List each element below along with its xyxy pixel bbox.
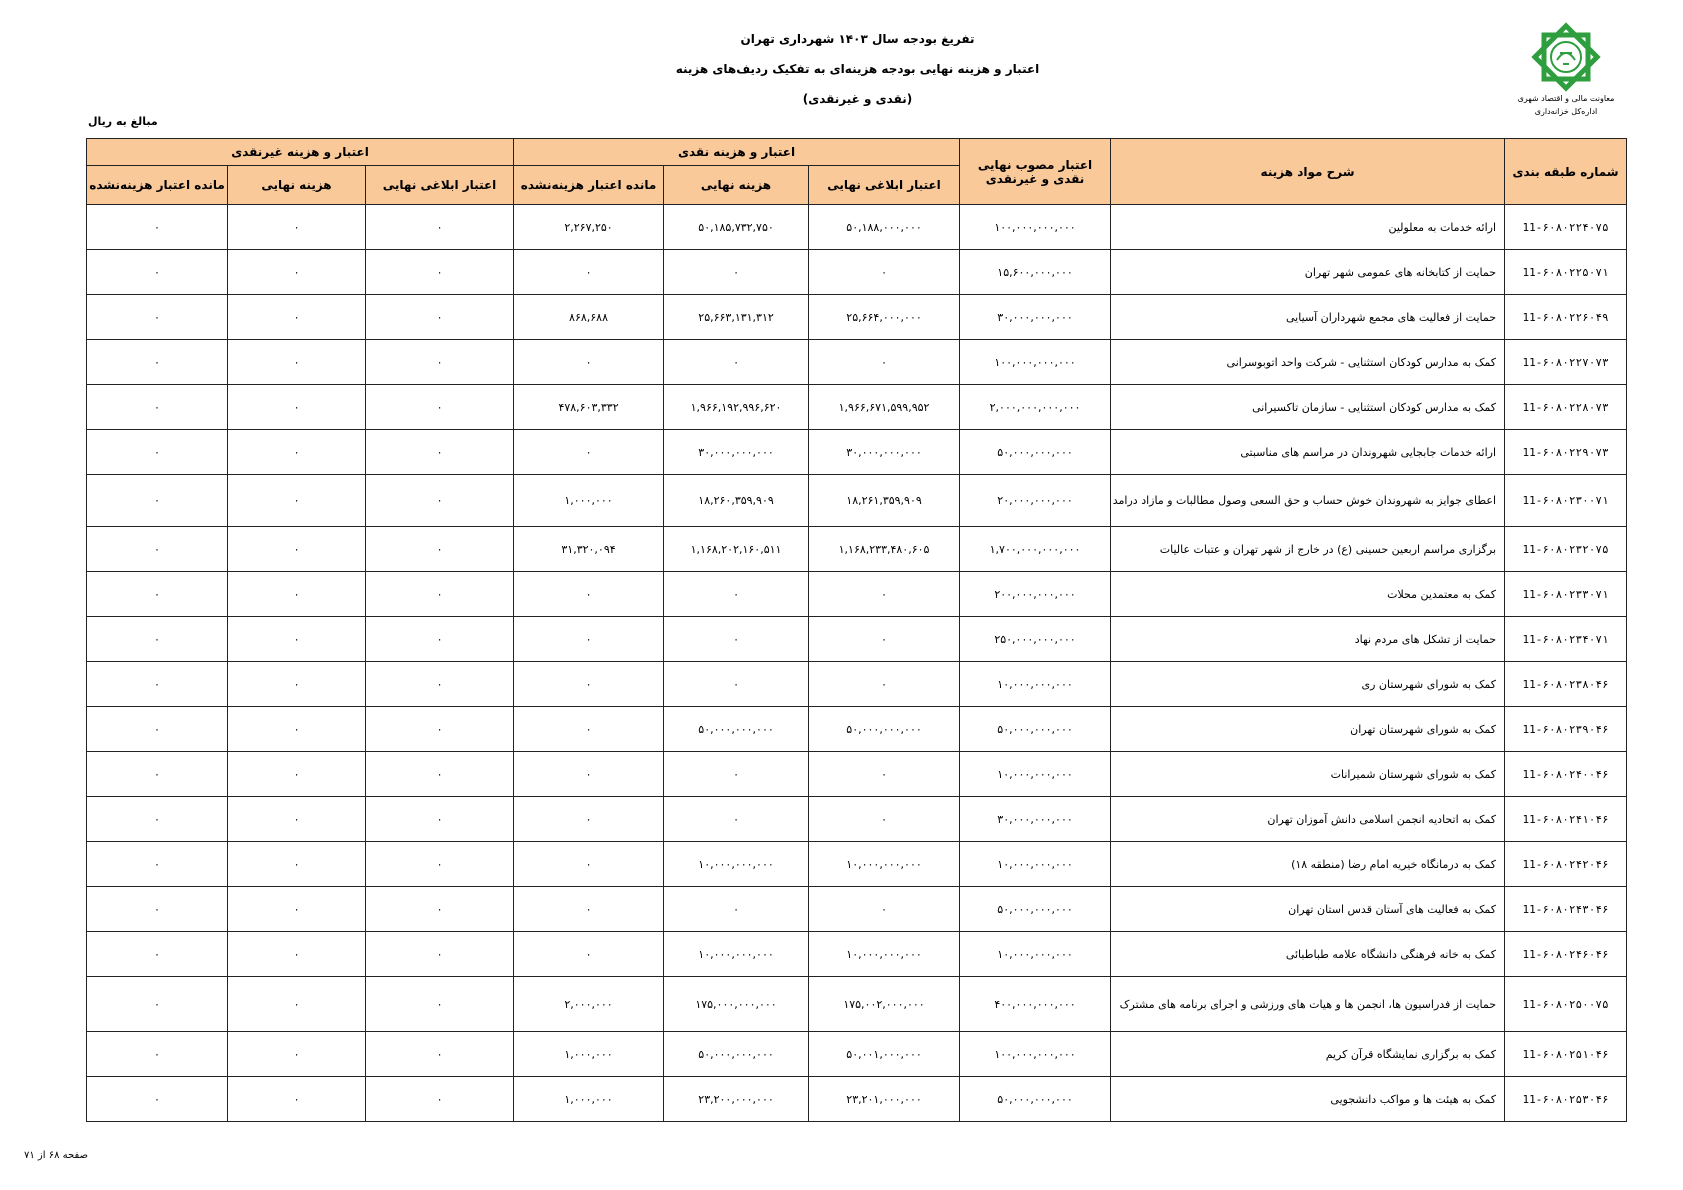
table-row <box>87 797 1627 842</box>
page-number: صفحه ۶۸ از ۷۱ <box>24 1150 89 1161</box>
cell-cash-expense: ۵۰,۱۸۵,۷۳۲,۷۵۰ <box>664 205 809 250</box>
cell-code: 11-۶۰۸۰۲۴۲۰۴۶ <box>1505 842 1627 887</box>
cell-noncash-notified: ۰ <box>366 797 514 842</box>
cell-approved: ۵۰,۰۰۰,۰۰۰,۰۰۰ <box>960 430 1111 475</box>
cell-noncash-notified: ۰ <box>366 527 514 572</box>
cell-description: اعطای جوایز به شهروندان خوش حساب و حق السعی وصول مطالبات و مازاد درامد <box>1111 475 1505 527</box>
cell-description: کمک به خانه فرهنگی دانشگاه علامه طباطبائی <box>1111 932 1505 977</box>
cell-cash-notified: ۲۵,۶۶۴,۰۰۰,۰۰۰ <box>809 295 960 340</box>
cell-cash-notified: ۰ <box>809 617 960 662</box>
cell-code: 11-۶۰۸۰۲۳۲۰۷۵ <box>1505 527 1627 572</box>
cell-noncash-remaining: ۰ <box>87 527 228 572</box>
cell-approved: ۱,۷۰۰,۰۰۰,۰۰۰,۰۰۰ <box>960 527 1111 572</box>
col-group-noncash: اعتبار و هزینه غیرنقدی <box>87 139 514 166</box>
logo-caption-line2: اداره‌کل خزانه‌داری <box>1534 107 1598 116</box>
cell-cash-remaining: ۱,۰۰۰,۰۰۰ <box>514 1077 664 1122</box>
cell-noncash-expense: ۰ <box>228 250 366 295</box>
table-row <box>87 1077 1627 1122</box>
table-row <box>87 932 1627 977</box>
cell-cash-remaining: ۰ <box>514 887 664 932</box>
table-row <box>87 205 1627 250</box>
table-row <box>87 385 1627 430</box>
cell-cash-remaining: ۲,۰۰۰,۰۰۰ <box>514 977 664 1032</box>
cell-noncash-expense: ۰ <box>228 662 366 707</box>
cell-noncash-remaining: ۰ <box>87 475 228 527</box>
cell-code: 11-۶۰۸۰۲۴۳۰۴۶ <box>1505 887 1627 932</box>
cell-cash-remaining: ۰ <box>514 842 664 887</box>
cell-noncash-notified: ۰ <box>366 385 514 430</box>
cell-cash-remaining: ۲,۲۶۷,۲۵۰ <box>514 205 664 250</box>
cell-cash-remaining: ۰ <box>514 250 664 295</box>
cell-approved: ۱۰,۰۰۰,۰۰۰,۰۰۰ <box>960 662 1111 707</box>
cell-noncash-remaining: ۰ <box>87 662 228 707</box>
table-row <box>87 475 1627 527</box>
cell-cash-expense: ۳۰,۰۰۰,۰۰۰,۰۰۰ <box>664 430 809 475</box>
cell-cash-notified: ۰ <box>809 887 960 932</box>
table-row <box>87 842 1627 887</box>
cell-noncash-remaining: ۰ <box>87 295 228 340</box>
document-subtitle: اعتبار و هزینه نهایی بودجه هزینه‌ای به تفکیک ردیف‌های هزینه <box>675 62 1040 76</box>
table-row <box>87 752 1627 797</box>
cell-cash-expense: ۰ <box>664 617 809 662</box>
cell-noncash-notified: ۰ <box>366 887 514 932</box>
cell-code: 11-۶۰۸۰۲۲۴۰۷۵ <box>1505 205 1627 250</box>
cell-cash-remaining: ۸۶۸,۶۸۸ <box>514 295 664 340</box>
cell-description: کمک به مدارس کودکان استثنایی - شرکت واحد اتوبوسرانی <box>1111 340 1505 385</box>
cell-cash-remaining: ۰ <box>514 340 664 385</box>
cell-description: کمک به درمانگاه خیریه امام رضا (منطقه ۱۸) <box>1111 842 1505 887</box>
cell-approved: ۱۰۰,۰۰۰,۰۰۰,۰۰۰ <box>960 340 1111 385</box>
cell-noncash-expense: ۰ <box>228 385 366 430</box>
cell-cash-expense: ۰ <box>664 340 809 385</box>
cell-cash-remaining: ۰ <box>514 707 664 752</box>
cell-noncash-expense: ۰ <box>228 295 366 340</box>
cell-cash-notified: ۱۰,۰۰۰,۰۰۰,۰۰۰ <box>809 932 960 977</box>
cell-cash-expense: ۱۰,۰۰۰,۰۰۰,۰۰۰ <box>664 842 809 887</box>
cell-cash-remaining: ۱,۰۰۰,۰۰۰ <box>514 1032 664 1077</box>
currency-unit-label: مبالغ به ریال <box>88 115 158 128</box>
cell-approved: ۲۰,۰۰۰,۰۰۰,۰۰۰ <box>960 475 1111 527</box>
table-row <box>87 340 1627 385</box>
cell-code: 11-۶۰۸۰۲۵۳۰۴۶ <box>1505 1077 1627 1122</box>
cell-cash-expense: ۱۰,۰۰۰,۰۰۰,۰۰۰ <box>664 932 809 977</box>
cell-noncash-notified: ۰ <box>366 842 514 887</box>
cell-description: کمک به اتحادیه انجمن اسلامی دانش آموزان تهران <box>1111 797 1505 842</box>
cell-noncash-expense: ۰ <box>228 842 366 887</box>
cell-noncash-expense: ۰ <box>228 475 366 527</box>
cell-noncash-remaining: ۰ <box>87 797 228 842</box>
cell-description: برگزاری مراسم اربعین حسینی (ع) در خارج از شهر تهران و عتبات عالیات <box>1111 527 1505 572</box>
document-title-block <box>600 24 1115 114</box>
cell-noncash-expense: ۰ <box>228 752 366 797</box>
col-group-cash: اعتبار و هزینه نقدی <box>514 139 960 166</box>
cell-description: حمایت از فدراسیون ها، انجمن ها و هیات های ورزشی و اجرای برنامه های مشترک <box>1111 977 1505 1032</box>
cell-description: کمک به معتمدین محلات <box>1111 572 1505 617</box>
document-title: تفریغ بودجه سال ۱۴۰۳ شهرداری تهران <box>740 32 975 46</box>
cell-noncash-remaining: ۰ <box>87 932 228 977</box>
cell-cash-notified: ۰ <box>809 662 960 707</box>
cell-cash-expense: ۱,۱۶۸,۲۰۲,۱۶۰,۵۱۱ <box>664 527 809 572</box>
cell-noncash-notified: ۰ <box>366 295 514 340</box>
municipality-logo <box>1506 22 1626 118</box>
cell-cash-notified: ۱۸,۲۶۱,۳۵۹,۹۰۹ <box>809 475 960 527</box>
table-row <box>87 527 1627 572</box>
table-row <box>87 707 1627 752</box>
cell-approved: ۱۰,۰۰۰,۰۰۰,۰۰۰ <box>960 752 1111 797</box>
table-row <box>87 572 1627 617</box>
cell-approved: ۵۰,۰۰۰,۰۰۰,۰۰۰ <box>960 707 1111 752</box>
cell-cash-expense: ۰ <box>664 797 809 842</box>
cell-noncash-notified: ۰ <box>366 1077 514 1122</box>
cell-noncash-expense: ۰ <box>228 340 366 385</box>
cell-code: 11-۶۰۸۰۲۴۶۰۴۶ <box>1505 932 1627 977</box>
cell-approved: ۲,۰۰۰,۰۰۰,۰۰۰,۰۰۰ <box>960 385 1111 430</box>
cell-code: 11-۶۰۸۰۲۳۳۰۷۱ <box>1505 572 1627 617</box>
cell-noncash-notified: ۰ <box>366 977 514 1032</box>
cell-code: 11-۶۰۸۰۲۵۰۰۷۵ <box>1505 977 1627 1032</box>
budget-table <box>86 138 1627 1122</box>
cell-code: 11-۶۰۸۰۲۲۶۰۴۹ <box>1505 295 1627 340</box>
col-header-noncash-expense: هزینه نهایی <box>228 166 366 205</box>
col-header-noncash-notified: اعتبار ابلاغی نهایی <box>366 166 514 205</box>
cell-cash-expense: ۱۸,۲۶۰,۳۵۹,۹۰۹ <box>664 475 809 527</box>
cell-cash-expense: ۰ <box>664 250 809 295</box>
cell-noncash-notified: ۰ <box>366 752 514 797</box>
cell-approved: ۱۰۰,۰۰۰,۰۰۰,۰۰۰ <box>960 205 1111 250</box>
cell-cash-expense: ۲۳,۲۰۰,۰۰۰,۰۰۰ <box>664 1077 809 1122</box>
cell-noncash-expense: ۰ <box>228 1032 366 1077</box>
cell-approved: ۴۰۰,۰۰۰,۰۰۰,۰۰۰ <box>960 977 1111 1032</box>
cell-code: 11-۶۰۸۰۲۲۹۰۷۳ <box>1505 430 1627 475</box>
col-header-cash-remaining: مانده اعتبار هزینه‌نشده <box>514 166 664 205</box>
cell-cash-expense: ۰ <box>664 752 809 797</box>
cell-approved: ۱۵,۶۰۰,۰۰۰,۰۰۰ <box>960 250 1111 295</box>
cell-cash-notified: ۰ <box>809 797 960 842</box>
table-row <box>87 662 1627 707</box>
cell-cash-notified: ۱۷۵,۰۰۲,۰۰۰,۰۰۰ <box>809 977 960 1032</box>
cell-noncash-remaining: ۰ <box>87 887 228 932</box>
cell-approved: ۲۰۰,۰۰۰,۰۰۰,۰۰۰ <box>960 572 1111 617</box>
cell-cash-expense: ۱,۹۶۶,۱۹۲,۹۹۶,۶۲۰ <box>664 385 809 430</box>
cell-cash-notified: ۰ <box>809 250 960 295</box>
col-header-cash-expense: هزینه نهایی <box>664 166 809 205</box>
cell-cash-notified: ۰ <box>809 572 960 617</box>
cell-noncash-remaining: ۰ <box>87 842 228 887</box>
cell-cash-remaining: ۰ <box>514 932 664 977</box>
cell-cash-remaining: ۴۷۸,۶۰۳,۳۳۲ <box>514 385 664 430</box>
cell-noncash-expense: ۰ <box>228 977 366 1032</box>
cell-noncash-notified: ۰ <box>366 205 514 250</box>
cell-noncash-notified: ۰ <box>366 572 514 617</box>
col-header-noncash-remaining: مانده اعتبار هزینه‌نشده <box>87 166 228 205</box>
table-row <box>87 887 1627 932</box>
cell-noncash-notified: ۰ <box>366 430 514 475</box>
cell-noncash-expense: ۰ <box>228 617 366 662</box>
cell-cash-notified: ۵۰,۰۰۱,۰۰۰,۰۰۰ <box>809 1032 960 1077</box>
cell-code: 11-۶۰۸۰۲۳۴۰۷۱ <box>1505 617 1627 662</box>
table-row <box>87 1032 1627 1077</box>
budget-table-body <box>87 205 1627 1122</box>
cell-cash-notified: ۱,۹۶۶,۶۷۱,۵۹۹,۹۵۲ <box>809 385 960 430</box>
cell-noncash-notified: ۰ <box>366 1032 514 1077</box>
cell-noncash-notified: ۰ <box>366 932 514 977</box>
cell-noncash-remaining: ۰ <box>87 205 228 250</box>
cell-noncash-expense: ۰ <box>228 572 366 617</box>
cell-noncash-remaining: ۰ <box>87 250 228 295</box>
col-header-description: شرح مواد هزینه <box>1111 139 1505 205</box>
cell-cash-remaining: ۰ <box>514 752 664 797</box>
cell-approved: ۱۰,۰۰۰,۰۰۰,۰۰۰ <box>960 932 1111 977</box>
cell-cash-remaining: ۳۱,۳۲۰,۰۹۴ <box>514 527 664 572</box>
cell-noncash-notified: ۰ <box>366 250 514 295</box>
table-header-row-groups <box>87 139 1627 166</box>
cell-code: 11-۶۰۸۰۲۵۱۰۴۶ <box>1505 1032 1627 1077</box>
cell-description: کمک به هیئت ها و مواکب دانشجویی <box>1111 1077 1505 1122</box>
cell-code: 11-۶۰۸۰۲۴۱۰۴۶ <box>1505 797 1627 842</box>
cell-noncash-expense: ۰ <box>228 1077 366 1122</box>
cell-cash-expense: ۲۵,۶۶۳,۱۳۱,۳۱۲ <box>664 295 809 340</box>
cell-noncash-notified: ۰ <box>366 340 514 385</box>
cell-description: کمک به شورای شهرستان ری <box>1111 662 1505 707</box>
tehran-municipality-logo-icon <box>1524 22 1608 92</box>
cell-code: 11-۶۰۸۰۲۳۸۰۴۶ <box>1505 662 1627 707</box>
cell-description: کمک به شورای شهرستان تهران <box>1111 707 1505 752</box>
cell-noncash-notified: ۰ <box>366 475 514 527</box>
cell-cash-notified: ۳۰,۰۰۰,۰۰۰,۰۰۰ <box>809 430 960 475</box>
cell-description: کمک به فعالیت های آستان قدس استان تهران <box>1111 887 1505 932</box>
cell-noncash-remaining: ۰ <box>87 977 228 1032</box>
cell-cash-notified: ۰ <box>809 752 960 797</box>
table-row <box>87 617 1627 662</box>
cell-description: ارائه خدمات جابجایی شهروندان در مراسم های مناسبتی <box>1111 430 1505 475</box>
cell-code: 11-۶۰۸۰۲۴۰۰۴۶ <box>1505 752 1627 797</box>
cell-cash-expense: ۰ <box>664 572 809 617</box>
table-row <box>87 977 1627 1032</box>
cell-cash-notified: ۵۰,۱۸۸,۰۰۰,۰۰۰ <box>809 205 960 250</box>
cell-noncash-expense: ۰ <box>228 707 366 752</box>
cell-cash-remaining: ۰ <box>514 662 664 707</box>
cell-noncash-remaining: ۰ <box>87 617 228 662</box>
cell-noncash-expense: ۰ <box>228 527 366 572</box>
cell-cash-expense: ۰ <box>664 662 809 707</box>
table-row <box>87 295 1627 340</box>
cell-noncash-notified: ۰ <box>366 707 514 752</box>
cell-approved: ۳۰,۰۰۰,۰۰۰,۰۰۰ <box>960 295 1111 340</box>
cell-noncash-remaining: ۰ <box>87 572 228 617</box>
cell-cash-remaining: ۰ <box>514 797 664 842</box>
cell-cash-notified: ۱,۱۶۸,۲۳۳,۴۸۰,۶۰۵ <box>809 527 960 572</box>
cell-description: ارائه خدمات به معلولین <box>1111 205 1505 250</box>
cell-noncash-remaining: ۰ <box>87 1077 228 1122</box>
cell-noncash-expense: ۰ <box>228 205 366 250</box>
cell-cash-expense: ۰ <box>664 887 809 932</box>
cell-code: 11-۶۰۸۰۲۲۸۰۷۳ <box>1505 385 1627 430</box>
cell-cash-remaining: ۱,۰۰۰,۰۰۰ <box>514 475 664 527</box>
cell-description: کمک به برگزاری نمایشگاه قرآن کریم <box>1111 1032 1505 1077</box>
cell-approved: ۵۰,۰۰۰,۰۰۰,۰۰۰ <box>960 887 1111 932</box>
cell-noncash-remaining: ۰ <box>87 752 228 797</box>
logo-caption-line1: معاونت مالی و اقتصاد شهری <box>1517 94 1615 103</box>
cell-code: 11-۶۰۸۰۲۲۷۰۷۳ <box>1505 340 1627 385</box>
table-row <box>87 430 1627 475</box>
cell-description: کمک به مدارس کودکان استثنایی - سازمان تاکسیرانی <box>1111 385 1505 430</box>
cell-cash-notified: ۱۰,۰۰۰,۰۰۰,۰۰۰ <box>809 842 960 887</box>
table-row <box>87 250 1627 295</box>
cell-noncash-remaining: ۰ <box>87 1032 228 1077</box>
cell-description: حمایت از کتابخانه های عمومی شهر تهران <box>1111 250 1505 295</box>
cell-cash-expense: ۵۰,۰۰۰,۰۰۰,۰۰۰ <box>664 707 809 752</box>
col-header-cash-notified: اعتبار ابلاغی نهایی <box>809 166 960 205</box>
cell-cash-notified: ۲۳,۲۰۱,۰۰۰,۰۰۰ <box>809 1077 960 1122</box>
cell-cash-expense: ۱۷۵,۰۰۰,۰۰۰,۰۰۰ <box>664 977 809 1032</box>
cell-description: کمک به شورای شهرستان شمیرانات <box>1111 752 1505 797</box>
cell-noncash-notified: ۰ <box>366 662 514 707</box>
cell-code: 11-۶۰۸۰۲۳۹۰۴۶ <box>1505 707 1627 752</box>
cell-cash-remaining: ۰ <box>514 430 664 475</box>
cell-noncash-notified: ۰ <box>366 617 514 662</box>
cell-noncash-expense: ۰ <box>228 887 366 932</box>
cell-noncash-expense: ۰ <box>228 932 366 977</box>
cell-description: حمایت از تشکل های مردم نهاد <box>1111 617 1505 662</box>
cell-noncash-expense: ۰ <box>228 430 366 475</box>
cell-noncash-remaining: ۰ <box>87 707 228 752</box>
cell-noncash-remaining: ۰ <box>87 340 228 385</box>
cell-approved: ۳۰,۰۰۰,۰۰۰,۰۰۰ <box>960 797 1111 842</box>
cell-cash-remaining: ۰ <box>514 572 664 617</box>
cell-noncash-remaining: ۰ <box>87 430 228 475</box>
cell-approved: ۱۰۰,۰۰۰,۰۰۰,۰۰۰ <box>960 1032 1111 1077</box>
cell-cash-notified: ۵۰,۰۰۰,۰۰۰,۰۰۰ <box>809 707 960 752</box>
cell-approved: ۵۰,۰۰۰,۰۰۰,۰۰۰ <box>960 1077 1111 1122</box>
cell-cash-notified: ۰ <box>809 340 960 385</box>
cell-noncash-remaining: ۰ <box>87 385 228 430</box>
cell-code: 11-۶۰۸۰۲۳۰۰۷۱ <box>1505 475 1627 527</box>
cell-noncash-expense: ۰ <box>228 797 366 842</box>
col-header-code: شماره طبقه بندی <box>1505 139 1627 205</box>
cell-cash-remaining: ۰ <box>514 617 664 662</box>
cell-cash-expense: ۵۰,۰۰۰,۰۰۰,۰۰۰ <box>664 1032 809 1077</box>
cell-approved: ۲۵۰,۰۰۰,۰۰۰,۰۰۰ <box>960 617 1111 662</box>
document-subtitle-qualifier: (نقدی و غیرنقدی) <box>802 92 913 106</box>
cell-description: حمایت از فعالیت های مجمع شهرداران آسیایی <box>1111 295 1505 340</box>
cell-approved: ۱۰,۰۰۰,۰۰۰,۰۰۰ <box>960 842 1111 887</box>
col-header-approved-credit: اعتبار مصوب نهایی نقدی و غیرنقدی <box>960 139 1111 205</box>
cell-code: 11-۶۰۸۰۲۲۵۰۷۱ <box>1505 250 1627 295</box>
